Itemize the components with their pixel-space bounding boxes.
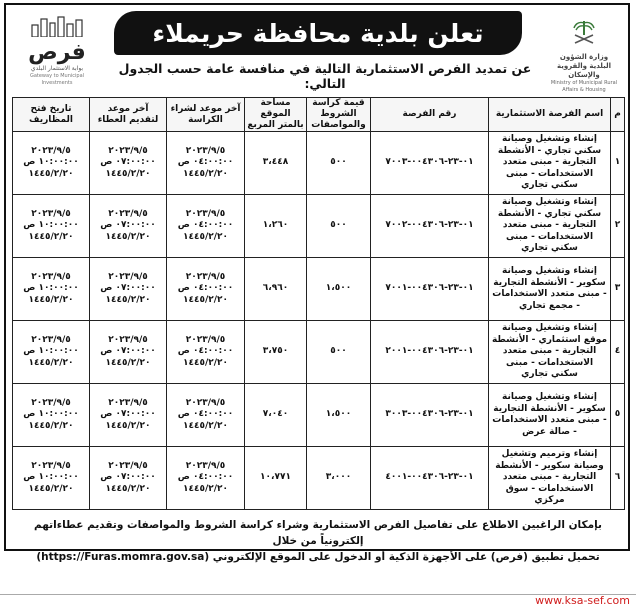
header-last-submit: آخر موعد لتقديم العطاء xyxy=(90,98,167,132)
opportunities-table xyxy=(12,97,625,510)
opening-date xyxy=(13,447,90,510)
docs-value: ١،٥٠٠ xyxy=(307,384,371,447)
header-index: م xyxy=(611,98,625,132)
header-opening: تاريخ فتح المظاريف xyxy=(13,98,90,132)
purchase-hijri: ١٤٤٥/٢/٢٠ xyxy=(182,357,229,368)
title-banner xyxy=(114,11,522,55)
opportunity-name: إنشاء وتشغيل وصيانة سكني تجاري - الأنشطة التجارية - مبنى متعدد الاستخدامات - مبنى سكني تجاري xyxy=(489,195,611,258)
purchase-date: ٢٠٢٣/٩/٥ xyxy=(185,460,226,471)
row-index: ٢ xyxy=(611,195,625,258)
open-hijri: ١٤٤٥/٢/٢٠ xyxy=(28,483,74,494)
furas-logo xyxy=(14,15,100,85)
row-index: ٦ xyxy=(611,447,625,510)
open-hijri: ١٤٤٥/٢/٢٠ xyxy=(28,231,74,242)
purchase-date: ٢٠٢٣/٩/٥ xyxy=(185,271,226,282)
advertisement-frame xyxy=(4,3,630,563)
purchase-hijri: ١٤٤٥/٢/٢٠ xyxy=(182,483,229,494)
open-date: ٢٠٢٣/٩/٥ xyxy=(31,397,71,408)
opportunity-number: ٠١-٢٣-٠٠٤٣٠٦-٧٠٠٣ xyxy=(371,132,489,195)
submit-date: ٢٠٢٣/٩/٥ xyxy=(108,397,148,408)
submit-date: ٢٠٢٣/٩/٥ xyxy=(108,271,148,282)
skyline-icon xyxy=(28,15,86,37)
table-row xyxy=(13,321,625,384)
submit-time: ٠٧:٠٠:٠٠ ص xyxy=(100,283,156,294)
page-subtitle: عن تمديد الفرص الاستثمارية التالية في منافسة عامة حسب الجدول التالي: xyxy=(118,61,532,91)
submit-date: ٢٠٢٣/٩/٥ xyxy=(108,145,148,156)
opportunity-name: إنشاء وتشغيل وصيانة موقع استثماري - الأنشطة التجارية - مبنى متعدد الاستخدامات - مبنى سكني تجاري xyxy=(489,321,611,384)
purchase-date: ٢٠٢٣/٩/٥ xyxy=(185,334,226,345)
purchase-hijri: ١٤٤٥/٢/٢٠ xyxy=(182,294,229,305)
open-hijri: ١٤٤٥/٢/٢٠ xyxy=(28,420,74,431)
last-purchase-date xyxy=(167,447,245,510)
opportunity-name: إنشاء وتشغيل وصيانة سكوير - الأنشطة التجارية - مبنى متعدد الاستخدامات - مجمع تجاري xyxy=(489,258,611,321)
header xyxy=(6,5,628,93)
open-date: ٢٠٢٣/٩/٥ xyxy=(31,334,71,345)
purchase-time: ٠٤:٠٠:٠٠ ص xyxy=(177,346,234,357)
site-area: ٧،٠٤٠ xyxy=(245,384,307,447)
table-row xyxy=(13,195,625,258)
last-purchase-date xyxy=(167,195,245,258)
opportunity-name: إنشاء وتشغيل وصيانة سكوير - الأنشطة التجارية - مبنى متعدد الاستخدامات - صالة عرض xyxy=(489,384,611,447)
ministry-name: وزارة الشؤون البلدية والقروية والإسكان xyxy=(556,53,612,79)
last-purchase-date xyxy=(167,132,245,195)
opportunity-number: ٠١-٢٣-٠٠٤٣٠٦-٧٠٠٢ xyxy=(371,195,489,258)
purchase-hijri: ١٤٤٥/٢/٢٠ xyxy=(182,420,229,431)
header-name: اسم الفرصة الاستثمارية xyxy=(489,98,611,132)
site-area: ٣،٧٥٠ xyxy=(245,321,307,384)
last-purchase-date xyxy=(167,384,245,447)
table-header-row xyxy=(13,98,625,132)
header-area: مساحة الموقع بالمتر المربع xyxy=(245,98,307,132)
open-time: ١٠:٠٠:٠٠ ص xyxy=(23,220,79,231)
docs-value: ٥٠٠ xyxy=(307,132,371,195)
table-row xyxy=(13,258,625,321)
furas-brand: فرص xyxy=(28,40,86,65)
table-row xyxy=(13,132,625,195)
submit-hijri: ١٤٤٥/٢/٢٠ xyxy=(105,420,151,431)
furas-tagline: بوابة الاستثمار البلدي xyxy=(30,65,84,72)
open-date: ٢٠٢٣/٩/٥ xyxy=(31,271,71,282)
site-area: ٦،٩٦٠ xyxy=(245,258,307,321)
opportunity-number: ٠١-٢٣-٠٠٤٣٠٦-٤٠٠١ xyxy=(371,447,489,510)
row-index: ١ xyxy=(611,132,625,195)
submit-time: ٠٧:٠٠:٠٠ ص xyxy=(100,472,156,483)
purchase-date: ٢٠٢٣/٩/٥ xyxy=(185,208,226,219)
last-submit-date xyxy=(90,132,167,195)
open-date: ٢٠٢٣/٩/٥ xyxy=(31,460,71,471)
purchase-date: ٢٠٢٣/٩/٥ xyxy=(185,145,226,156)
submit-time: ٠٧:٠٠:٠٠ ص xyxy=(100,346,156,357)
opening-date xyxy=(13,321,90,384)
last-submit-date xyxy=(90,384,167,447)
ministry-name-en: Ministry of Municipal Rural Affairs & Housing xyxy=(550,80,618,93)
site-area: ١،٢٦٠ xyxy=(245,195,307,258)
opening-date xyxy=(13,258,90,321)
opening-date xyxy=(13,132,90,195)
last-submit-date xyxy=(90,321,167,384)
submit-hijri: ١٤٤٥/٢/٢٠ xyxy=(105,294,151,305)
submit-hijri: ١٤٤٥/٢/٢٠ xyxy=(105,357,151,368)
open-time: ١٠:٠٠:٠٠ ص xyxy=(23,283,79,294)
furas-tagline-en: Gateway to Municipal Investments xyxy=(29,73,85,86)
open-date: ٢٠٢٣/٩/٥ xyxy=(31,208,71,219)
opportunity-name: إنشاء وتشغيل وصيانة سكني تجاري - الأنشطة التجارية - مبنى متعدد الاستخدامات - مبنى سكني تجاري xyxy=(489,132,611,195)
opening-date xyxy=(13,195,90,258)
last-submit-date xyxy=(90,447,167,510)
docs-value: ٥٠٠ xyxy=(307,195,371,258)
last-purchase-date xyxy=(167,321,245,384)
docs-value: ١،٥٠٠ xyxy=(307,258,371,321)
purchase-time: ٠٤:٠٠:٠٠ ص xyxy=(177,157,234,168)
purchase-hijri: ١٤٤٥/٢/٢٠ xyxy=(182,231,229,242)
ministry-logo xyxy=(548,17,620,93)
footer-line-2: تحميل تطبيق (فرص) على الأجهزة الذكية أو الدخول على الموقع الإلكتروني (https://Furas.momra.gov.sa) xyxy=(36,551,600,563)
open-hijri: ١٤٤٥/٢/٢٠ xyxy=(28,168,74,179)
site-area: ١٠،٧٧١ xyxy=(245,447,307,510)
purchase-hijri: ١٤٤٥/٢/٢٠ xyxy=(182,168,229,179)
submit-date: ٢٠٢٣/٩/٥ xyxy=(108,460,148,471)
row-index: ٤ xyxy=(611,321,625,384)
page-title: تعلن بلدية محافظة حريملاء xyxy=(152,18,484,48)
purchase-time: ٠٤:٠٠:٠٠ ص xyxy=(177,220,234,231)
submit-date: ٢٠٢٣/٩/٥ xyxy=(108,208,148,219)
row-index: ٣ xyxy=(611,258,625,321)
row-index: ٥ xyxy=(611,384,625,447)
submit-time: ٠٧:٠٠:٠٠ ص xyxy=(100,220,156,231)
watermark-link[interactable]: www.ksa-sef.com xyxy=(535,594,630,607)
open-date: ٢٠٢٣/٩/٥ xyxy=(31,145,71,156)
site-area: ٣،٤٤٨ xyxy=(245,132,307,195)
submit-hijri: ١٤٤٥/٢/٢٠ xyxy=(105,231,151,242)
open-hijri: ١٤٤٥/٢/٢٠ xyxy=(28,357,74,368)
open-time: ١٠:٠٠:٠٠ ص xyxy=(23,409,79,420)
opportunity-number: ٠١-٢٣-٠٠٤٣٠٦-٣٠٠٣ xyxy=(371,384,489,447)
submit-date: ٢٠٢٣/٩/٥ xyxy=(108,334,148,345)
docs-value: ٣،٠٠٠ xyxy=(307,447,371,510)
docs-value: ٥٠٠ xyxy=(307,321,371,384)
purchase-time: ٠٤:٠٠:٠٠ ص xyxy=(177,283,234,294)
table-row xyxy=(13,384,625,447)
footer-note xyxy=(12,517,624,565)
submit-hijri: ١٤٤٥/٢/٢٠ xyxy=(105,483,151,494)
opportunity-name: إنشاء وترميم وتشغيل وصيانة سكوير - الأنشطة التجارية - مبنى متعدد الاستخدامات - سوق مركزي xyxy=(489,447,611,510)
purchase-time: ٠٤:٠٠:٠٠ ص xyxy=(177,472,234,483)
last-submit-date xyxy=(90,258,167,321)
submit-time: ٠٧:٠٠:٠٠ ص xyxy=(100,409,156,420)
submit-time: ٠٧:٠٠:٠٠ ص xyxy=(100,157,156,168)
open-hijri: ١٤٤٥/٢/٢٠ xyxy=(28,294,74,305)
open-time: ١٠:٠٠:٠٠ ص xyxy=(23,157,79,168)
header-opp-no: رقم الفرصة xyxy=(371,98,489,132)
palm-swords-emblem-icon xyxy=(569,17,599,47)
last-submit-date xyxy=(90,195,167,258)
open-time: ١٠:٠٠:٠٠ ص xyxy=(23,346,79,357)
table-row xyxy=(13,447,625,510)
opportunity-number: ٠١-٢٣-٠٠٤٣٠٦-٢٠٠١ xyxy=(371,321,489,384)
submit-hijri: ١٤٤٥/٢/٢٠ xyxy=(105,168,151,179)
purchase-time: ٠٤:٠٠:٠٠ ص xyxy=(177,409,234,420)
last-purchase-date xyxy=(167,258,245,321)
header-docs-value: قيمة كراسة الشروط والمواصفات xyxy=(307,98,371,132)
open-time: ١٠:٠٠:٠٠ ص xyxy=(23,472,79,483)
opportunity-number: ٠١-٢٣-٠٠٤٣٠٦-٧٠٠١ xyxy=(371,258,489,321)
header-last-purchase: آخر موعد لشراء الكراسة xyxy=(167,98,245,132)
footer-line-1: بإمكان الراغبين الاطلاع على تفاصيل الفرص الاستثمارية وشراء كراسة الشروط والمواصفات وتقديم عطاءاتهم إلكترونياً من خلال xyxy=(34,519,602,547)
purchase-date: ٢٠٢٣/٩/٥ xyxy=(185,397,226,408)
opening-date xyxy=(13,384,90,447)
